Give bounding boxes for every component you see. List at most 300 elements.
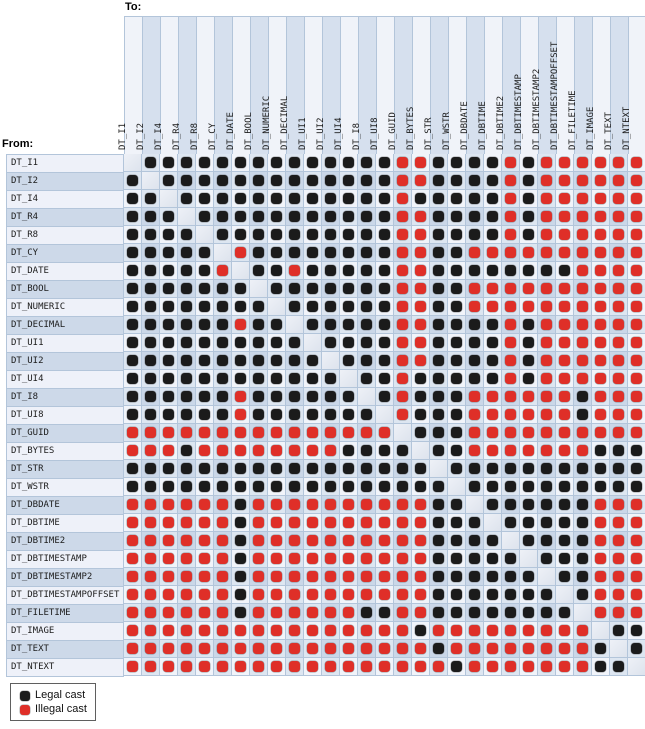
legal-cast-dot xyxy=(451,157,462,168)
matrix-cell xyxy=(520,352,538,370)
illegal-cast-dot xyxy=(253,535,264,546)
matrix-cell xyxy=(520,640,538,658)
illegal-cast-dot xyxy=(145,607,156,618)
legal-cast-dot xyxy=(361,607,372,618)
illegal-cast-dot xyxy=(505,193,516,204)
matrix-cell xyxy=(232,478,250,496)
legal-cast-dot xyxy=(289,283,300,294)
matrix-cell xyxy=(286,190,304,208)
matrix-cell xyxy=(520,550,538,568)
illegal-cast-dot xyxy=(505,445,516,456)
illegal-cast-dot xyxy=(577,661,588,672)
illegal-cast-dot xyxy=(505,337,516,348)
illegal-cast-dot xyxy=(199,607,210,618)
matrix-cell xyxy=(412,154,430,172)
legal-cast-dot xyxy=(379,463,390,474)
illegal-cast-dot xyxy=(145,553,156,564)
legal-cast-dot xyxy=(163,229,174,240)
illegal-cast-dot xyxy=(379,589,390,600)
illegal-cast-dot xyxy=(289,553,300,564)
matrix-cell xyxy=(340,316,358,334)
matrix-cell xyxy=(376,316,394,334)
column-header-text: DT_I1 xyxy=(118,122,128,150)
matrix-cell xyxy=(286,622,304,640)
matrix-cell xyxy=(538,316,556,334)
illegal-cast-dot xyxy=(397,229,408,240)
illegal-cast-dot xyxy=(307,499,318,510)
illegal-cast-dot xyxy=(253,571,264,582)
illegal-cast-dot xyxy=(361,499,372,510)
matrix-cell xyxy=(610,262,628,280)
legal-cast-dot xyxy=(361,445,372,456)
matrix-cell xyxy=(556,460,574,478)
matrix-cell xyxy=(304,514,322,532)
legal-cast-dot xyxy=(487,211,498,222)
matrix-cell xyxy=(304,640,322,658)
matrix-cell xyxy=(610,334,628,352)
illegal-cast-dot xyxy=(577,427,588,438)
legal-cast-dot xyxy=(127,481,138,492)
legal-cast-dot xyxy=(271,355,282,366)
legal-cast-dot xyxy=(433,337,444,348)
matrix-cell xyxy=(304,586,322,604)
matrix-cell xyxy=(340,442,358,460)
matrix-cell xyxy=(304,208,322,226)
matrix-cell xyxy=(160,640,178,658)
legal-cast-dot xyxy=(343,175,354,186)
matrix-cell xyxy=(394,406,412,424)
matrix-cell xyxy=(502,172,520,190)
matrix-cell xyxy=(232,334,250,352)
matrix-cell xyxy=(286,460,304,478)
legal-cast-dot xyxy=(145,157,156,168)
illegal-cast-dot xyxy=(469,427,480,438)
legal-cast-dot xyxy=(577,463,588,474)
illegal-cast-dot xyxy=(127,553,138,564)
illegal-cast-dot xyxy=(253,427,264,438)
matrix-cell xyxy=(142,262,160,280)
legal-cast-dot xyxy=(379,391,390,402)
legal-cast-dot xyxy=(199,193,210,204)
legal-cast-dot xyxy=(415,481,426,492)
matrix-cell xyxy=(178,586,196,604)
matrix-cell xyxy=(430,316,448,334)
legal-cast-dot xyxy=(253,211,264,222)
row-label-DT_DBTIME: DT_DBTIME xyxy=(7,515,124,533)
matrix-cell xyxy=(232,280,250,298)
legal-cast-dot xyxy=(217,301,228,312)
matrix-cell xyxy=(484,640,502,658)
matrix-cell xyxy=(484,244,502,262)
illegal-cast-dot xyxy=(451,643,462,654)
matrix-cell xyxy=(448,568,466,586)
matrix-cell xyxy=(286,370,304,388)
legal-cast-dot xyxy=(361,157,372,168)
legal-cast-dot xyxy=(163,157,174,168)
illegal-cast-dot xyxy=(325,643,336,654)
illegal-cast-dot xyxy=(595,391,606,402)
matrix-cell xyxy=(394,658,412,676)
matrix-cell xyxy=(448,532,466,550)
matrix-cell xyxy=(556,244,574,262)
matrix-cell xyxy=(448,280,466,298)
illegal-cast-dot xyxy=(253,445,264,456)
matrix-cell xyxy=(628,532,645,550)
legal-cast-dot xyxy=(271,409,282,420)
matrix-cell xyxy=(124,262,142,280)
matrix-cell xyxy=(538,388,556,406)
legal-cast-dot xyxy=(271,247,282,258)
matrix-cell xyxy=(214,532,232,550)
matrix-cell xyxy=(178,496,196,514)
legal-cast-dot xyxy=(451,355,462,366)
matrix-cell xyxy=(592,550,610,568)
matrix-cell xyxy=(610,622,628,640)
matrix-cell xyxy=(628,172,645,190)
legal-cast-dot xyxy=(199,301,210,312)
illegal-cast-dot xyxy=(505,247,516,258)
illegal-cast-dot xyxy=(307,643,318,654)
legal-cast-dot xyxy=(325,373,336,384)
matrix-cell xyxy=(448,334,466,352)
column-header-text: DT_I4 xyxy=(154,122,164,150)
legal-cast-dot xyxy=(217,355,228,366)
matrix-cell xyxy=(466,640,484,658)
illegal-cast-dot xyxy=(379,643,390,654)
illegal-cast-dot xyxy=(415,301,426,312)
legal-cast-dot xyxy=(523,211,534,222)
legal-cast-dot xyxy=(505,517,516,528)
matrix-cell xyxy=(124,190,142,208)
illegal-cast-dot xyxy=(613,319,624,330)
legal-cast-dot xyxy=(307,175,318,186)
legal-cast-dot xyxy=(469,193,480,204)
legal-cast-dot xyxy=(235,517,246,528)
illegal-cast-dot xyxy=(613,175,624,186)
legal-cast-dot xyxy=(253,355,264,366)
matrix-cell xyxy=(178,514,196,532)
illegal-cast-dot xyxy=(181,607,192,618)
illegal-cast-dot xyxy=(469,301,480,312)
matrix-cell xyxy=(574,532,592,550)
matrix-cell xyxy=(322,388,340,406)
matrix-cell xyxy=(466,280,484,298)
illegal-cast-dot xyxy=(343,427,354,438)
matrix-cell xyxy=(610,352,628,370)
illegal-cast-dot xyxy=(541,193,552,204)
matrix-cell xyxy=(268,370,286,388)
illegal-cast-dot xyxy=(505,643,516,654)
illegal-cast-dot xyxy=(181,535,192,546)
matrix-cell xyxy=(538,262,556,280)
matrix-cell xyxy=(592,496,610,514)
legal-cast-dot xyxy=(181,301,192,312)
illegal-cast-dot xyxy=(361,427,372,438)
legal-cast-dot xyxy=(127,211,138,222)
matrix-cell xyxy=(142,208,160,226)
matrix-cell xyxy=(268,388,286,406)
legal-cast-dot xyxy=(523,481,534,492)
matrix-cell xyxy=(124,280,142,298)
matrix-cell xyxy=(250,334,268,352)
illegal-cast-dot xyxy=(397,355,408,366)
illegal-cast-dot xyxy=(397,553,408,564)
matrix-cell xyxy=(160,280,178,298)
legal-cast-dot xyxy=(433,319,444,330)
legal-cast-dot xyxy=(469,229,480,240)
illegal-cast-dot xyxy=(181,499,192,510)
column-header-text: DT_TEXT xyxy=(604,112,614,150)
row-label-DT_DBDATE: DT_DBDATE xyxy=(7,497,124,515)
legal-cast-dot xyxy=(181,193,192,204)
legal-cast-dot xyxy=(451,175,462,186)
matrix-cell xyxy=(232,604,250,622)
illegal-cast-dot xyxy=(397,391,408,402)
illegal-cast-dot xyxy=(307,553,318,564)
illegal-cast-dot xyxy=(523,391,534,402)
illegal-cast-dot xyxy=(181,625,192,636)
matrix-cell xyxy=(538,172,556,190)
illegal-cast-dot xyxy=(631,175,642,186)
matrix-cell xyxy=(430,280,448,298)
illegal-cast-dot xyxy=(271,625,282,636)
illegal-cast-dot xyxy=(613,427,624,438)
matrix-cell xyxy=(412,280,430,298)
legal-cast-dot xyxy=(361,337,372,348)
matrix-cell xyxy=(250,352,268,370)
matrix-cell xyxy=(556,280,574,298)
matrix-cell xyxy=(196,478,214,496)
legal-cast-dot xyxy=(487,463,498,474)
matrix-cell xyxy=(538,154,556,172)
matrix-cell xyxy=(250,388,268,406)
matrix-cell xyxy=(268,262,286,280)
matrix-cell xyxy=(394,262,412,280)
illegal-cast-dot xyxy=(487,643,498,654)
legal-cast-dot xyxy=(289,301,300,312)
legal-cast-dot xyxy=(541,607,552,618)
legal-cast-dot xyxy=(253,301,264,312)
matrix-cell xyxy=(538,298,556,316)
matrix-cell xyxy=(520,604,538,622)
matrix-cell xyxy=(340,496,358,514)
matrix-cell xyxy=(160,244,178,262)
illegal-cast-dot xyxy=(217,445,228,456)
matrix-cell xyxy=(286,388,304,406)
matrix-cell xyxy=(124,586,142,604)
legal-cast-dot xyxy=(469,355,480,366)
legal-cast-dot xyxy=(253,319,264,330)
legal-cast-dot xyxy=(469,337,480,348)
illegal-cast-dot xyxy=(163,643,174,654)
matrix-cell xyxy=(592,478,610,496)
illegal-cast-dot xyxy=(487,247,498,258)
illegal-cast-dot xyxy=(451,625,462,636)
matrix-cell xyxy=(610,496,628,514)
legal-cast-dot xyxy=(217,409,228,420)
matrix-cell xyxy=(538,334,556,352)
illegal-cast-dot xyxy=(505,373,516,384)
matrix-cell xyxy=(232,622,250,640)
matrix-cell xyxy=(232,550,250,568)
legal-cast-dot xyxy=(487,499,498,510)
matrix-cell xyxy=(484,478,502,496)
matrix-cell xyxy=(628,568,645,586)
legal-cast-dot xyxy=(523,157,534,168)
matrix-cell xyxy=(610,640,628,658)
matrix-cell xyxy=(520,496,538,514)
illegal-cast-dot xyxy=(559,211,570,222)
matrix-cell xyxy=(412,514,430,532)
matrix-cell xyxy=(574,478,592,496)
legal-cast-dot xyxy=(235,283,246,294)
legal-cast-dot xyxy=(271,319,282,330)
matrix-cell xyxy=(412,622,430,640)
matrix-cell xyxy=(628,208,645,226)
legal-cast-dot xyxy=(469,373,480,384)
matrix-cell xyxy=(628,226,645,244)
matrix-cell xyxy=(520,262,538,280)
illegal-cast-dot xyxy=(307,607,318,618)
matrix-cell xyxy=(466,208,484,226)
matrix-cell xyxy=(448,550,466,568)
matrix-cell xyxy=(286,406,304,424)
matrix-cell xyxy=(196,244,214,262)
matrix-cell xyxy=(304,226,322,244)
legal-cast-dot xyxy=(235,589,246,600)
matrix-cell xyxy=(484,334,502,352)
legal-cast-dot xyxy=(325,247,336,258)
illegal-cast-dot xyxy=(289,661,300,672)
legal-cast-dot xyxy=(559,265,570,276)
illegal-cast-dot xyxy=(415,337,426,348)
legal-cast-dot xyxy=(451,229,462,240)
legal-cast-dot xyxy=(271,157,282,168)
matrix-cell xyxy=(160,622,178,640)
matrix-cell xyxy=(430,622,448,640)
illegal-cast-dot xyxy=(217,517,228,528)
matrix-cell xyxy=(178,208,196,226)
legal-cast-dot xyxy=(145,301,156,312)
legal-cast-dot xyxy=(235,301,246,312)
matrix-cell xyxy=(430,370,448,388)
legal-cast-dot xyxy=(127,319,138,330)
illegal-cast-dot xyxy=(343,643,354,654)
illegal-cast-dot xyxy=(307,535,318,546)
illegal-cast-dot xyxy=(163,607,174,618)
matrix-cell xyxy=(466,172,484,190)
from-axis-label: From: xyxy=(2,138,34,150)
matrix-cell xyxy=(340,334,358,352)
matrix-cell xyxy=(304,154,322,172)
illegal-cast-dot xyxy=(397,571,408,582)
illegal-cast-dot xyxy=(487,427,498,438)
legal-cast-dot xyxy=(469,553,480,564)
row-label-DT_UI2: DT_UI2 xyxy=(7,353,124,371)
matrix-cell xyxy=(358,298,376,316)
matrix-cell xyxy=(484,388,502,406)
legal-cast-dot xyxy=(415,625,426,636)
row-label-DT_DBTIMESTAMP: DT_DBTIMESTAMP xyxy=(7,551,124,569)
illegal-cast-dot xyxy=(343,607,354,618)
matrix-cell xyxy=(250,298,268,316)
legal-cast-dot xyxy=(541,265,552,276)
legal-cast-dot xyxy=(145,481,156,492)
legal-cast-dot xyxy=(199,391,210,402)
matrix-cell xyxy=(376,190,394,208)
matrix-cell xyxy=(358,640,376,658)
illegal-cast-dot xyxy=(289,643,300,654)
legal-cast-dot xyxy=(163,481,174,492)
illegal-cast-dot xyxy=(127,499,138,510)
legal-cast-dot xyxy=(397,445,408,456)
illegal-cast-dot xyxy=(577,283,588,294)
legal-cast-dot xyxy=(325,337,336,348)
legal-cast-dot xyxy=(253,409,264,420)
matrix-cell xyxy=(286,514,304,532)
matrix-cell xyxy=(268,406,286,424)
illegal-cast-dot xyxy=(181,427,192,438)
legal-cast-dot xyxy=(433,535,444,546)
illegal-cast-dot xyxy=(577,445,588,456)
illegal-cast-dot xyxy=(289,445,300,456)
legal-cast-dot xyxy=(163,355,174,366)
matrix-cell xyxy=(322,280,340,298)
legal-cast-dot xyxy=(433,211,444,222)
legal-cast-dot xyxy=(217,319,228,330)
legal-cast-dot xyxy=(631,625,642,636)
matrix-cell xyxy=(610,424,628,442)
column-headers xyxy=(118,16,645,154)
legal-cast-dot xyxy=(505,589,516,600)
illegal-cast-dot xyxy=(397,589,408,600)
illegal-cast-dot xyxy=(397,373,408,384)
matrix-cell xyxy=(196,460,214,478)
illegal-cast-dot xyxy=(199,499,210,510)
matrix-cell xyxy=(610,604,628,622)
matrix-cell xyxy=(592,172,610,190)
matrix-cell xyxy=(160,190,178,208)
matrix-cell xyxy=(430,334,448,352)
legal-cast-dot xyxy=(253,157,264,168)
legal-cast-dot xyxy=(523,373,534,384)
illegal-cast-dot xyxy=(145,445,156,456)
matrix-cell xyxy=(322,406,340,424)
legal-cast-dot xyxy=(217,481,228,492)
illegal-cast-dot xyxy=(577,193,588,204)
matrix-cell xyxy=(178,406,196,424)
illegal-cast-dot xyxy=(271,571,282,582)
matrix-cell xyxy=(448,352,466,370)
matrix-cell xyxy=(628,244,645,262)
legal-cast-dot xyxy=(145,211,156,222)
matrix-cell xyxy=(394,460,412,478)
legal-cast-dot xyxy=(451,409,462,420)
illegal-cast-dot xyxy=(217,535,228,546)
matrix-cell xyxy=(214,226,232,244)
matrix-cell xyxy=(286,658,304,676)
matrix-cell xyxy=(556,640,574,658)
legal-cast-dot xyxy=(595,481,606,492)
matrix-cell xyxy=(628,424,645,442)
illegal-cast-dot xyxy=(631,517,642,528)
matrix-cell xyxy=(412,604,430,622)
illegal-cast-dot xyxy=(505,301,516,312)
matrix-cell xyxy=(124,352,142,370)
illegal-cast-dot xyxy=(631,373,642,384)
matrix-cell xyxy=(232,586,250,604)
matrix-cell xyxy=(538,370,556,388)
